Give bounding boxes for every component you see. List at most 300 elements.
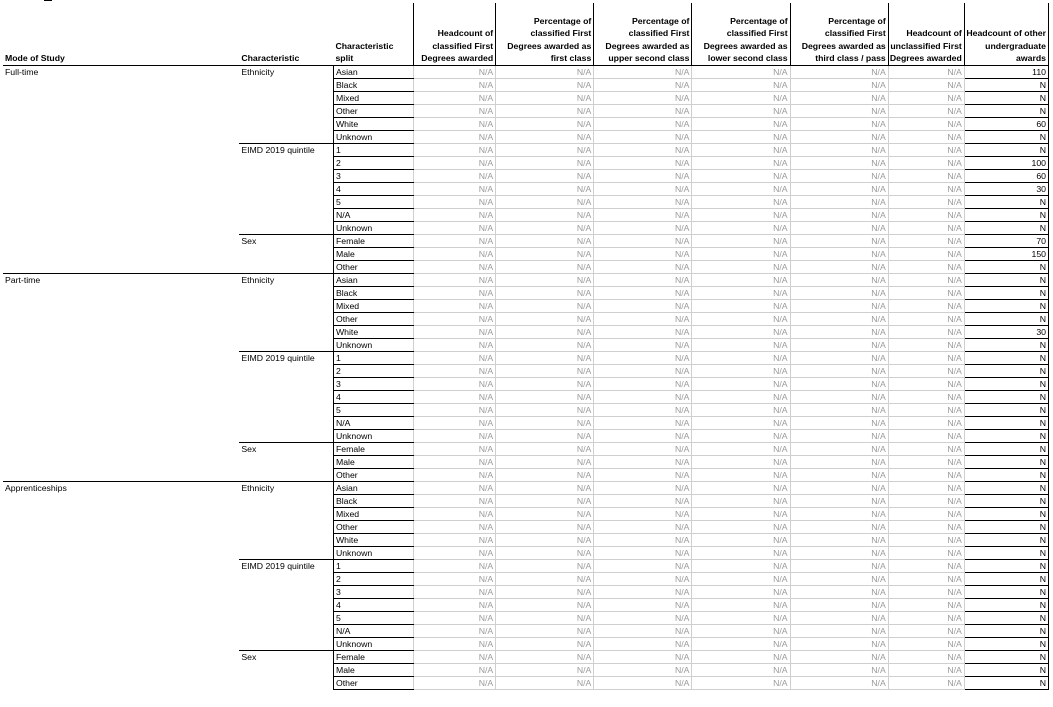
na-value-cell: N/A <box>594 170 692 183</box>
na-value-cell: N/A <box>594 482 692 495</box>
other-undergraduate-awards-cell: N <box>964 508 1048 521</box>
table-row <box>3 651 1049 664</box>
characteristic-cell <box>239 456 333 469</box>
characteristic-cell <box>239 261 333 274</box>
na-value-cell: N/A <box>496 352 594 365</box>
table-row <box>3 287 1049 300</box>
header-characteristic-split: Characteristic split <box>333 3 413 66</box>
table-row <box>3 495 1049 508</box>
na-value-cell: N/A <box>888 547 964 560</box>
na-value-cell: N/A <box>888 339 964 352</box>
characteristic-cell <box>239 417 333 430</box>
na-value-cell: N/A <box>496 196 594 209</box>
na-value-cell: N/A <box>692 508 790 521</box>
table-row <box>3 365 1049 378</box>
na-value-cell: N/A <box>414 612 496 625</box>
na-value-cell: N/A <box>888 534 964 547</box>
characteristic-split-cell: White <box>333 118 413 131</box>
na-value-cell: N/A <box>594 339 692 352</box>
mode-of-study-cell <box>3 547 239 560</box>
na-value-cell: N/A <box>790 261 888 274</box>
na-value-cell: N/A <box>414 209 496 222</box>
header-headcount-unclassified: Headcount of unclassified First Degrees awarded <box>888 3 964 66</box>
table-row <box>3 79 1049 92</box>
mode-of-study-cell <box>3 586 239 599</box>
characteristic-cell <box>239 157 333 170</box>
characteristic-split-cell: 5 <box>333 404 413 417</box>
characteristic-split-cell: N/A <box>333 417 413 430</box>
characteristic-cell: Sex <box>239 651 333 664</box>
mode-of-study-cell: Part-time <box>3 274 239 287</box>
na-value-cell: N/A <box>594 469 692 482</box>
na-value-cell: N/A <box>790 365 888 378</box>
na-value-cell: N/A <box>496 66 594 79</box>
other-undergraduate-awards-cell: 150 <box>964 248 1048 261</box>
na-value-cell: N/A <box>594 404 692 417</box>
na-value-cell: N/A <box>594 274 692 287</box>
na-value-cell: N/A <box>790 469 888 482</box>
na-value-cell: N/A <box>790 248 888 261</box>
na-value-cell: N/A <box>888 313 964 326</box>
na-value-cell: N/A <box>888 105 964 118</box>
na-value-cell: N/A <box>888 456 964 469</box>
na-value-cell: N/A <box>496 209 594 222</box>
na-value-cell: N/A <box>888 261 964 274</box>
na-value-cell: N/A <box>414 651 496 664</box>
characteristic-split-cell: Other <box>333 105 413 118</box>
characteristic-cell <box>239 599 333 612</box>
mode-of-study-cell <box>3 326 239 339</box>
na-value-cell: N/A <box>790 326 888 339</box>
other-undergraduate-awards-cell: 60 <box>964 170 1048 183</box>
na-value-cell: N/A <box>594 365 692 378</box>
mode-of-study-cell: Full-time <box>3 66 239 79</box>
characteristic-split-cell: 4 <box>333 599 413 612</box>
na-value-cell: N/A <box>594 313 692 326</box>
characteristic-split-cell: 3 <box>333 170 413 183</box>
mode-of-study-cell <box>3 365 239 378</box>
mode-of-study-cell <box>3 300 239 313</box>
na-value-cell: N/A <box>790 157 888 170</box>
table-row <box>3 339 1049 352</box>
na-value-cell: N/A <box>790 677 888 690</box>
table-row <box>3 430 1049 443</box>
na-value-cell: N/A <box>594 586 692 599</box>
mode-of-study-cell <box>3 378 239 391</box>
na-value-cell: N/A <box>888 183 964 196</box>
na-value-cell: N/A <box>496 157 594 170</box>
table-row <box>3 105 1049 118</box>
na-value-cell: N/A <box>414 313 496 326</box>
na-value-cell: N/A <box>692 157 790 170</box>
na-value-cell: N/A <box>496 404 594 417</box>
table-row <box>3 92 1049 105</box>
characteristic-split-cell: Mixed <box>333 300 413 313</box>
table-row <box>3 326 1049 339</box>
na-value-cell: N/A <box>692 170 790 183</box>
na-value-cell: N/A <box>594 508 692 521</box>
na-value-cell: N/A <box>414 586 496 599</box>
na-value-cell: N/A <box>594 664 692 677</box>
characteristic-cell <box>239 573 333 586</box>
characteristic-cell <box>239 677 333 690</box>
na-value-cell: N/A <box>888 300 964 313</box>
na-value-cell: N/A <box>414 521 496 534</box>
characteristic-cell <box>239 664 333 677</box>
na-value-cell: N/A <box>692 391 790 404</box>
other-undergraduate-awards-cell: N <box>964 352 1048 365</box>
characteristic-cell <box>239 391 333 404</box>
na-value-cell: N/A <box>692 326 790 339</box>
na-value-cell: N/A <box>790 417 888 430</box>
na-value-cell: N/A <box>790 612 888 625</box>
na-value-cell: N/A <box>790 508 888 521</box>
other-undergraduate-awards-cell: N <box>964 144 1048 157</box>
mode-of-study-cell <box>3 638 239 651</box>
characteristic-split-cell: White <box>333 534 413 547</box>
characteristic-cell <box>239 131 333 144</box>
mode-of-study-cell <box>3 495 239 508</box>
characteristic-cell: Sex <box>239 443 333 456</box>
na-value-cell: N/A <box>414 573 496 586</box>
characteristic-split-cell: N/A <box>333 625 413 638</box>
characteristic-cell <box>239 92 333 105</box>
na-value-cell: N/A <box>414 625 496 638</box>
na-value-cell: N/A <box>790 66 888 79</box>
na-value-cell: N/A <box>692 560 790 573</box>
na-value-cell: N/A <box>888 92 964 105</box>
mode-of-study-cell <box>3 664 239 677</box>
header-characteristic: Characteristic <box>239 3 333 66</box>
mode-of-study-cell <box>3 521 239 534</box>
na-value-cell: N/A <box>692 534 790 547</box>
characteristic-split-cell: Other <box>333 469 413 482</box>
na-value-cell: N/A <box>414 508 496 521</box>
characteristic-split-cell: Female <box>333 443 413 456</box>
na-value-cell: N/A <box>496 261 594 274</box>
mode-of-study-cell <box>3 79 239 92</box>
table-row <box>3 599 1049 612</box>
table-row <box>3 183 1049 196</box>
na-value-cell: N/A <box>414 131 496 144</box>
mode-of-study-cell <box>3 183 239 196</box>
na-value-cell: N/A <box>496 638 594 651</box>
na-value-cell: N/A <box>790 599 888 612</box>
characteristic-split-cell: Male <box>333 248 413 261</box>
table-row <box>3 482 1049 495</box>
table-row <box>3 664 1049 677</box>
table-row <box>3 456 1049 469</box>
table-row <box>3 560 1049 573</box>
na-value-cell: N/A <box>888 404 964 417</box>
characteristic-cell <box>239 625 333 638</box>
na-value-cell: N/A <box>888 573 964 586</box>
na-value-cell: N/A <box>790 586 888 599</box>
na-value-cell: N/A <box>692 222 790 235</box>
na-value-cell: N/A <box>496 79 594 92</box>
mode-of-study-cell <box>3 456 239 469</box>
na-value-cell: N/A <box>888 560 964 573</box>
na-value-cell: N/A <box>888 443 964 456</box>
na-value-cell: N/A <box>496 573 594 586</box>
table-row <box>3 391 1049 404</box>
na-value-cell: N/A <box>594 521 692 534</box>
na-value-cell: N/A <box>692 66 790 79</box>
na-value-cell: N/A <box>692 469 790 482</box>
na-value-cell: N/A <box>496 625 594 638</box>
na-value-cell: N/A <box>888 664 964 677</box>
other-undergraduate-awards-cell: N <box>964 378 1048 391</box>
na-value-cell: N/A <box>888 625 964 638</box>
table-row <box>3 625 1049 638</box>
na-value-cell: N/A <box>414 547 496 560</box>
mode-of-study-cell <box>3 599 239 612</box>
na-value-cell: N/A <box>594 209 692 222</box>
na-value-cell: N/A <box>692 625 790 638</box>
na-value-cell: N/A <box>692 521 790 534</box>
na-value-cell: N/A <box>790 274 888 287</box>
na-value-cell: N/A <box>692 664 790 677</box>
characteristic-cell <box>239 79 333 92</box>
na-value-cell: N/A <box>496 365 594 378</box>
characteristic-cell <box>239 209 333 222</box>
table-row <box>3 677 1049 690</box>
na-value-cell: N/A <box>692 183 790 196</box>
mode-of-study-cell <box>3 612 239 625</box>
na-value-cell: N/A <box>692 79 790 92</box>
na-value-cell: N/A <box>414 404 496 417</box>
table-row <box>3 352 1049 365</box>
na-value-cell: N/A <box>496 651 594 664</box>
na-value-cell: N/A <box>594 547 692 560</box>
mode-of-study-cell <box>3 443 239 456</box>
na-value-cell: N/A <box>496 235 594 248</box>
mode-of-study-cell <box>3 118 239 131</box>
na-value-cell: N/A <box>692 443 790 456</box>
other-undergraduate-awards-cell: N <box>964 313 1048 326</box>
na-value-cell: N/A <box>594 261 692 274</box>
na-value-cell: N/A <box>888 144 964 157</box>
na-value-cell: N/A <box>594 144 692 157</box>
na-value-cell: N/A <box>414 66 496 79</box>
characteristic-split-cell: Other <box>333 677 413 690</box>
mode-of-study-cell <box>3 404 239 417</box>
na-value-cell: N/A <box>414 300 496 313</box>
na-value-cell: N/A <box>888 417 964 430</box>
other-undergraduate-awards-cell: N <box>964 261 1048 274</box>
na-value-cell: N/A <box>414 144 496 157</box>
na-value-cell: N/A <box>790 404 888 417</box>
characteristic-split-cell: Asian <box>333 482 413 495</box>
other-undergraduate-awards-cell: N <box>964 196 1048 209</box>
na-value-cell: N/A <box>496 274 594 287</box>
na-value-cell: N/A <box>414 391 496 404</box>
na-value-cell: N/A <box>888 170 964 183</box>
other-undergraduate-awards-cell: N <box>964 443 1048 456</box>
na-value-cell: N/A <box>594 677 692 690</box>
na-value-cell: N/A <box>496 456 594 469</box>
characteristic-cell <box>239 534 333 547</box>
na-value-cell: N/A <box>692 430 790 443</box>
na-value-cell: N/A <box>692 274 790 287</box>
na-value-cell: N/A <box>594 638 692 651</box>
na-value-cell: N/A <box>414 248 496 261</box>
na-value-cell: N/A <box>594 118 692 131</box>
na-value-cell: N/A <box>790 625 888 638</box>
na-value-cell: N/A <box>414 235 496 248</box>
na-value-cell: N/A <box>496 339 594 352</box>
characteristic-cell <box>239 118 333 131</box>
na-value-cell: N/A <box>692 365 790 378</box>
mode-of-study-cell <box>3 352 239 365</box>
na-value-cell: N/A <box>790 235 888 248</box>
mode-of-study-cell <box>3 222 239 235</box>
na-value-cell: N/A <box>496 508 594 521</box>
na-value-cell: N/A <box>888 131 964 144</box>
characteristic-cell <box>239 248 333 261</box>
mode-of-study-cell <box>3 287 239 300</box>
na-value-cell: N/A <box>692 92 790 105</box>
na-value-cell: N/A <box>692 612 790 625</box>
table-row <box>3 521 1049 534</box>
characteristic-split-cell: 3 <box>333 378 413 391</box>
na-value-cell: N/A <box>414 482 496 495</box>
na-value-cell: N/A <box>496 131 594 144</box>
other-undergraduate-awards-cell: N <box>964 456 1048 469</box>
na-value-cell: N/A <box>496 430 594 443</box>
characteristic-cell: EIMD 2019 quintile <box>239 560 333 573</box>
na-value-cell: N/A <box>790 495 888 508</box>
mode-of-study-cell <box>3 391 239 404</box>
na-value-cell: N/A <box>790 92 888 105</box>
other-undergraduate-awards-cell: N <box>964 482 1048 495</box>
characteristic-split-cell: 5 <box>333 196 413 209</box>
na-value-cell: N/A <box>888 612 964 625</box>
na-value-cell: N/A <box>790 144 888 157</box>
na-value-cell: N/A <box>790 209 888 222</box>
other-undergraduate-awards-cell: N <box>964 534 1048 547</box>
na-value-cell: N/A <box>888 79 964 92</box>
na-value-cell: N/A <box>414 469 496 482</box>
header-pct-third-pass: Percentage of classified First Degrees awarded as third class / pass <box>790 3 888 66</box>
na-value-cell: N/A <box>496 118 594 131</box>
other-undergraduate-awards-cell: N <box>964 638 1048 651</box>
na-value-cell: N/A <box>888 508 964 521</box>
na-value-cell: N/A <box>594 352 692 365</box>
other-undergraduate-awards-cell: N <box>964 469 1048 482</box>
na-value-cell: N/A <box>790 560 888 573</box>
characteristic-cell <box>239 638 333 651</box>
na-value-cell: N/A <box>594 157 692 170</box>
characteristic-cell <box>239 612 333 625</box>
na-value-cell: N/A <box>692 287 790 300</box>
mode-of-study-cell <box>3 144 239 157</box>
na-value-cell: N/A <box>594 573 692 586</box>
characteristic-split-cell: 1 <box>333 352 413 365</box>
na-value-cell: N/A <box>414 222 496 235</box>
characteristic-split-cell: Unknown <box>333 638 413 651</box>
table-row <box>3 66 1049 79</box>
na-value-cell: N/A <box>888 482 964 495</box>
characteristic-split-cell: 2 <box>333 157 413 170</box>
na-value-cell: N/A <box>692 417 790 430</box>
na-value-cell: N/A <box>414 118 496 131</box>
na-value-cell: N/A <box>594 612 692 625</box>
table-row <box>3 144 1049 157</box>
other-undergraduate-awards-cell: N <box>964 339 1048 352</box>
na-value-cell: N/A <box>496 664 594 677</box>
na-value-cell: N/A <box>692 586 790 599</box>
other-undergraduate-awards-cell: N <box>964 495 1048 508</box>
na-value-cell: N/A <box>888 495 964 508</box>
other-undergraduate-awards-cell: N <box>964 664 1048 677</box>
na-value-cell: N/A <box>414 352 496 365</box>
na-value-cell: N/A <box>594 183 692 196</box>
header-mode-of-study: Mode of Study <box>3 3 239 66</box>
na-value-cell: N/A <box>790 105 888 118</box>
na-value-cell: N/A <box>692 300 790 313</box>
na-value-cell: N/A <box>594 599 692 612</box>
na-value-cell: N/A <box>414 560 496 573</box>
na-value-cell: N/A <box>692 638 790 651</box>
na-value-cell: N/A <box>790 183 888 196</box>
na-value-cell: N/A <box>414 157 496 170</box>
na-value-cell: N/A <box>888 196 964 209</box>
na-value-cell: N/A <box>496 222 594 235</box>
na-value-cell: N/A <box>692 651 790 664</box>
na-value-cell: N/A <box>496 378 594 391</box>
na-value-cell: N/A <box>888 469 964 482</box>
data-table-sheet <box>3 3 1049 690</box>
other-undergraduate-awards-cell: N <box>964 573 1048 586</box>
characteristic-split-cell: 4 <box>333 391 413 404</box>
na-value-cell: N/A <box>692 196 790 209</box>
na-value-cell: N/A <box>594 300 692 313</box>
other-undergraduate-awards-cell: 100 <box>964 157 1048 170</box>
na-value-cell: N/A <box>790 651 888 664</box>
na-value-cell: N/A <box>414 170 496 183</box>
other-undergraduate-awards-cell: 60 <box>964 118 1048 131</box>
na-value-cell: N/A <box>496 560 594 573</box>
na-value-cell: N/A <box>888 638 964 651</box>
na-value-cell: N/A <box>414 430 496 443</box>
table-row <box>3 417 1049 430</box>
characteristic-split-cell: Mixed <box>333 92 413 105</box>
characteristic-cell <box>239 222 333 235</box>
characteristic-split-cell: Unknown <box>333 547 413 560</box>
na-value-cell: N/A <box>790 196 888 209</box>
na-value-cell: N/A <box>888 248 964 261</box>
na-value-cell: N/A <box>790 443 888 456</box>
na-value-cell: N/A <box>594 495 692 508</box>
na-value-cell: N/A <box>414 196 496 209</box>
characteristic-split-cell: 2 <box>333 573 413 586</box>
na-value-cell: N/A <box>692 573 790 586</box>
table-row <box>3 261 1049 274</box>
table-row <box>3 118 1049 131</box>
na-value-cell: N/A <box>594 66 692 79</box>
na-value-cell: N/A <box>414 638 496 651</box>
other-undergraduate-awards-cell: N <box>964 222 1048 235</box>
other-undergraduate-awards-cell: N <box>964 274 1048 287</box>
other-undergraduate-awards-cell: N <box>964 404 1048 417</box>
na-value-cell: N/A <box>888 430 964 443</box>
characteristic-cell <box>239 378 333 391</box>
na-value-cell: N/A <box>594 79 692 92</box>
table-row <box>3 209 1049 222</box>
table-row <box>3 274 1049 287</box>
other-undergraduate-awards-cell: 70 <box>964 235 1048 248</box>
